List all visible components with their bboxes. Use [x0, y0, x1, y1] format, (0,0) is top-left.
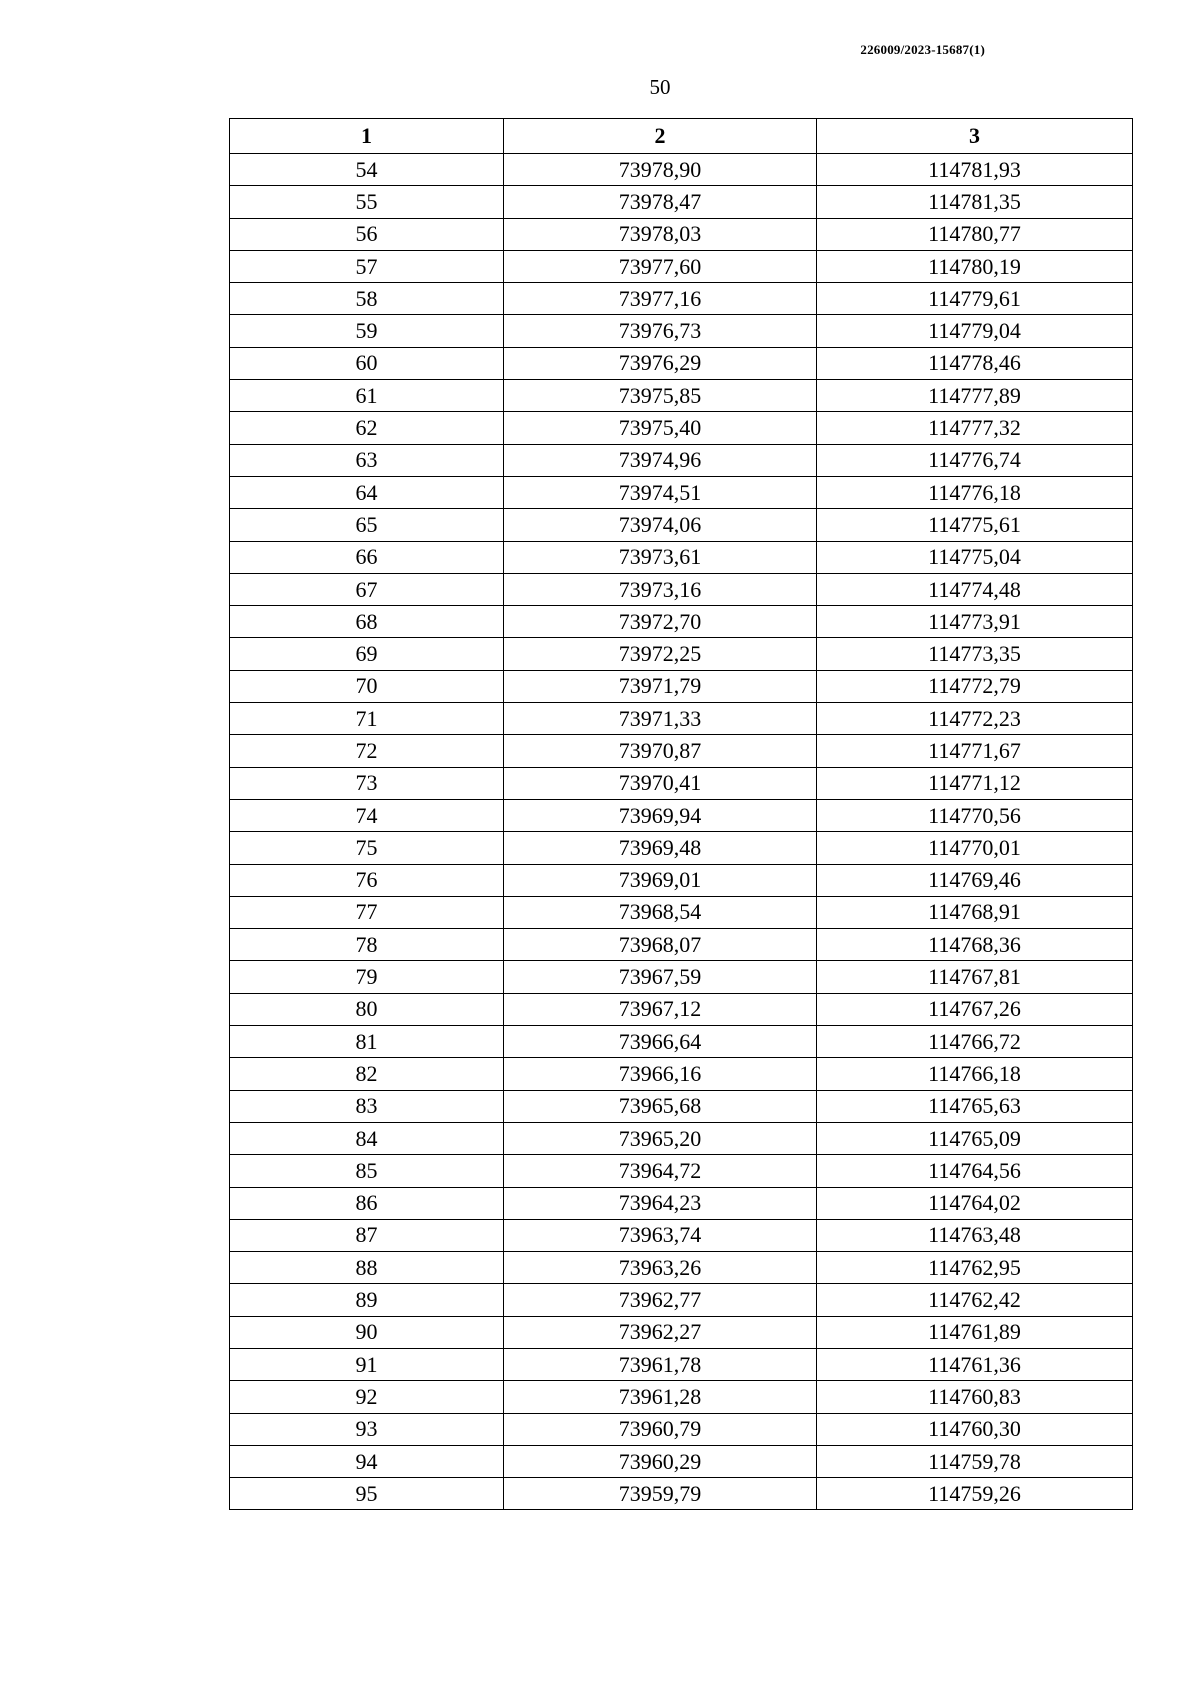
y-coordinate-cell: 114765,63: [817, 1090, 1133, 1122]
y-coordinate-cell: 114770,56: [817, 799, 1133, 831]
y-coordinate-cell: 114763,48: [817, 1219, 1133, 1251]
document-reference-number: 226009/2023-15687(1): [860, 42, 985, 57]
x-coordinate-cell: 73975,85: [504, 380, 817, 412]
table-row: [230, 250, 1133, 282]
table-row: [230, 1155, 1133, 1187]
table-row: [230, 1381, 1133, 1413]
y-coordinate-cell: 114768,91: [817, 896, 1133, 928]
table-row: [230, 1026, 1133, 1058]
point-number-cell: 75: [230, 832, 504, 864]
table-row: [230, 1252, 1133, 1284]
column-header-2: 2: [504, 119, 817, 154]
x-coordinate-cell: 73974,96: [504, 444, 817, 476]
y-coordinate-cell: 114767,26: [817, 993, 1133, 1025]
point-number-cell: 73: [230, 767, 504, 799]
point-number-cell: 83: [230, 1090, 504, 1122]
y-coordinate-cell: 114770,01: [817, 832, 1133, 864]
y-coordinate-cell: 114769,46: [817, 864, 1133, 896]
x-coordinate-cell: 73960,79: [504, 1413, 817, 1445]
table-row: [230, 606, 1133, 638]
point-number-cell: 71: [230, 703, 504, 735]
y-coordinate-cell: 114779,04: [817, 315, 1133, 347]
point-number-cell: 72: [230, 735, 504, 767]
y-coordinate-cell: 114772,79: [817, 670, 1133, 702]
point-number-cell: 79: [230, 961, 504, 993]
point-number-cell: 64: [230, 476, 504, 508]
point-number-cell: 85: [230, 1155, 504, 1187]
y-coordinate-cell: 114766,72: [817, 1026, 1133, 1058]
y-coordinate-cell: 114778,46: [817, 347, 1133, 379]
x-coordinate-cell: 73965,68: [504, 1090, 817, 1122]
x-coordinate-cell: 73969,01: [504, 864, 817, 896]
point-number-cell: 69: [230, 638, 504, 670]
table-row: [230, 218, 1133, 250]
y-coordinate-cell: 114765,09: [817, 1122, 1133, 1154]
x-coordinate-cell: 73963,26: [504, 1252, 817, 1284]
table-row: [230, 283, 1133, 315]
point-number-cell: 57: [230, 250, 504, 282]
table-row: [230, 703, 1133, 735]
x-coordinate-cell: 73964,72: [504, 1155, 817, 1187]
x-coordinate-cell: 73964,23: [504, 1187, 817, 1219]
x-coordinate-cell: 73967,12: [504, 993, 817, 1025]
table-row: [230, 1090, 1133, 1122]
table-row: [230, 412, 1133, 444]
x-coordinate-cell: 73973,61: [504, 541, 817, 573]
table-header-row: [230, 119, 1133, 154]
point-number-cell: 76: [230, 864, 504, 896]
x-coordinate-cell: 73962,27: [504, 1316, 817, 1348]
x-coordinate-cell: 73978,47: [504, 186, 817, 218]
y-coordinate-cell: 114777,89: [817, 380, 1133, 412]
y-coordinate-cell: 114780,77: [817, 218, 1133, 250]
x-coordinate-cell: 73973,16: [504, 573, 817, 605]
y-coordinate-cell: 114767,81: [817, 961, 1133, 993]
point-number-cell: 60: [230, 347, 504, 379]
y-coordinate-cell: 114777,32: [817, 412, 1133, 444]
y-coordinate-cell: 114771,67: [817, 735, 1133, 767]
x-coordinate-cell: 73976,29: [504, 347, 817, 379]
point-number-cell: 61: [230, 380, 504, 412]
point-number-cell: 81: [230, 1026, 504, 1058]
point-number-cell: 70: [230, 670, 504, 702]
table-row: [230, 993, 1133, 1025]
x-coordinate-cell: 73966,64: [504, 1026, 817, 1058]
point-number-cell: 68: [230, 606, 504, 638]
y-coordinate-cell: 114762,42: [817, 1284, 1133, 1316]
column-header-1: 1: [230, 119, 504, 154]
x-coordinate-cell: 73975,40: [504, 412, 817, 444]
table-row: [230, 1348, 1133, 1380]
table-row: [230, 1058, 1133, 1090]
x-coordinate-cell: 73963,74: [504, 1219, 817, 1251]
y-coordinate-cell: 114759,78: [817, 1445, 1133, 1477]
table-row: [230, 573, 1133, 605]
y-coordinate-cell: 114775,04: [817, 541, 1133, 573]
y-coordinate-cell: 114760,30: [817, 1413, 1133, 1445]
y-coordinate-cell: 114781,93: [817, 154, 1133, 186]
table-row: [230, 799, 1133, 831]
y-coordinate-cell: 114764,02: [817, 1187, 1133, 1219]
point-number-cell: 86: [230, 1187, 504, 1219]
point-number-cell: 91: [230, 1348, 504, 1380]
point-number-cell: 56: [230, 218, 504, 250]
y-coordinate-cell: 114779,61: [817, 283, 1133, 315]
x-coordinate-cell: 73959,79: [504, 1478, 817, 1510]
point-number-cell: 82: [230, 1058, 504, 1090]
x-coordinate-cell: 73976,73: [504, 315, 817, 347]
x-coordinate-cell: 73961,28: [504, 1381, 817, 1413]
x-coordinate-cell: 73962,77: [504, 1284, 817, 1316]
x-coordinate-cell: 73969,94: [504, 799, 817, 831]
table-row: [230, 347, 1133, 379]
y-coordinate-cell: 114766,18: [817, 1058, 1133, 1090]
table-row: [230, 864, 1133, 896]
x-coordinate-cell: 73970,87: [504, 735, 817, 767]
x-coordinate-cell: 73978,90: [504, 154, 817, 186]
y-coordinate-cell: 114759,26: [817, 1478, 1133, 1510]
point-number-cell: 63: [230, 444, 504, 476]
point-number-cell: 67: [230, 573, 504, 605]
x-coordinate-cell: 73965,20: [504, 1122, 817, 1154]
y-coordinate-cell: 114761,89: [817, 1316, 1133, 1348]
table-body: [230, 154, 1133, 1510]
point-number-cell: 87: [230, 1219, 504, 1251]
point-number-cell: 80: [230, 993, 504, 1025]
table-row: [230, 444, 1133, 476]
x-coordinate-cell: 73961,78: [504, 1348, 817, 1380]
y-coordinate-cell: 114776,74: [817, 444, 1133, 476]
x-coordinate-cell: 73977,60: [504, 250, 817, 282]
point-number-cell: 93: [230, 1413, 504, 1445]
y-coordinate-cell: 114780,19: [817, 250, 1133, 282]
point-number-cell: 59: [230, 315, 504, 347]
table-row: [230, 670, 1133, 702]
table-row: [230, 1187, 1133, 1219]
x-coordinate-cell: 73968,54: [504, 896, 817, 928]
point-number-cell: 74: [230, 799, 504, 831]
y-coordinate-cell: 114768,36: [817, 929, 1133, 961]
table-row: [230, 929, 1133, 961]
point-number-cell: 92: [230, 1381, 504, 1413]
point-number-cell: 77: [230, 896, 504, 928]
table-row: [230, 315, 1133, 347]
point-number-cell: 95: [230, 1478, 504, 1510]
y-coordinate-cell: 114775,61: [817, 509, 1133, 541]
table-row: [230, 961, 1133, 993]
point-number-cell: 62: [230, 412, 504, 444]
table-row: [230, 509, 1133, 541]
table-header: [230, 119, 1133, 154]
y-coordinate-cell: 114764,56: [817, 1155, 1133, 1187]
point-number-cell: 90: [230, 1316, 504, 1348]
table-row: [230, 1478, 1133, 1510]
point-number-cell: 54: [230, 154, 504, 186]
table-row: [230, 638, 1133, 670]
table-row: [230, 541, 1133, 573]
point-number-cell: 65: [230, 509, 504, 541]
table-row: [230, 1219, 1133, 1251]
table-row: [230, 380, 1133, 412]
y-coordinate-cell: 114772,23: [817, 703, 1133, 735]
y-coordinate-cell: 114773,35: [817, 638, 1133, 670]
x-coordinate-cell: 73969,48: [504, 832, 817, 864]
point-number-cell: 88: [230, 1252, 504, 1284]
x-coordinate-cell: 73972,70: [504, 606, 817, 638]
point-number-cell: 84: [230, 1122, 504, 1154]
point-number-cell: 58: [230, 283, 504, 315]
y-coordinate-cell: 114761,36: [817, 1348, 1133, 1380]
table-row: [230, 1316, 1133, 1348]
y-coordinate-cell: 114760,83: [817, 1381, 1133, 1413]
table-row: [230, 832, 1133, 864]
point-number-cell: 66: [230, 541, 504, 573]
point-number-cell: 55: [230, 186, 504, 218]
table-row: [230, 186, 1133, 218]
x-coordinate-cell: 73966,16: [504, 1058, 817, 1090]
column-header-3: 3: [817, 119, 1133, 154]
x-coordinate-cell: 73967,59: [504, 961, 817, 993]
page-number: 50: [649, 75, 671, 99]
x-coordinate-cell: 73974,51: [504, 476, 817, 508]
point-number-cell: 94: [230, 1445, 504, 1477]
y-coordinate-cell: 114781,35: [817, 186, 1133, 218]
table-row: [230, 476, 1133, 508]
table-row: [230, 154, 1133, 186]
y-coordinate-cell: 114762,95: [817, 1252, 1133, 1284]
table-row: [230, 735, 1133, 767]
x-coordinate-cell: 73971,79: [504, 670, 817, 702]
x-coordinate-cell: 73968,07: [504, 929, 817, 961]
y-coordinate-cell: 114774,48: [817, 573, 1133, 605]
table-row: [230, 896, 1133, 928]
x-coordinate-cell: 73974,06: [504, 509, 817, 541]
x-coordinate-cell: 73978,03: [504, 218, 817, 250]
table-row: [230, 1445, 1133, 1477]
table-row: [230, 1413, 1133, 1445]
table-row: [230, 1284, 1133, 1316]
table-row: [230, 1122, 1133, 1154]
x-coordinate-cell: 73971,33: [504, 703, 817, 735]
x-coordinate-cell: 73960,29: [504, 1445, 817, 1477]
y-coordinate-cell: 114771,12: [817, 767, 1133, 799]
table-row: [230, 767, 1133, 799]
x-coordinate-cell: 73977,16: [504, 283, 817, 315]
point-number-cell: 89: [230, 1284, 504, 1316]
x-coordinate-cell: 73972,25: [504, 638, 817, 670]
x-coordinate-cell: 73970,41: [504, 767, 817, 799]
y-coordinate-cell: 114776,18: [817, 476, 1133, 508]
coordinates-table: [229, 118, 1133, 1510]
y-coordinate-cell: 114773,91: [817, 606, 1133, 638]
point-number-cell: 78: [230, 929, 504, 961]
